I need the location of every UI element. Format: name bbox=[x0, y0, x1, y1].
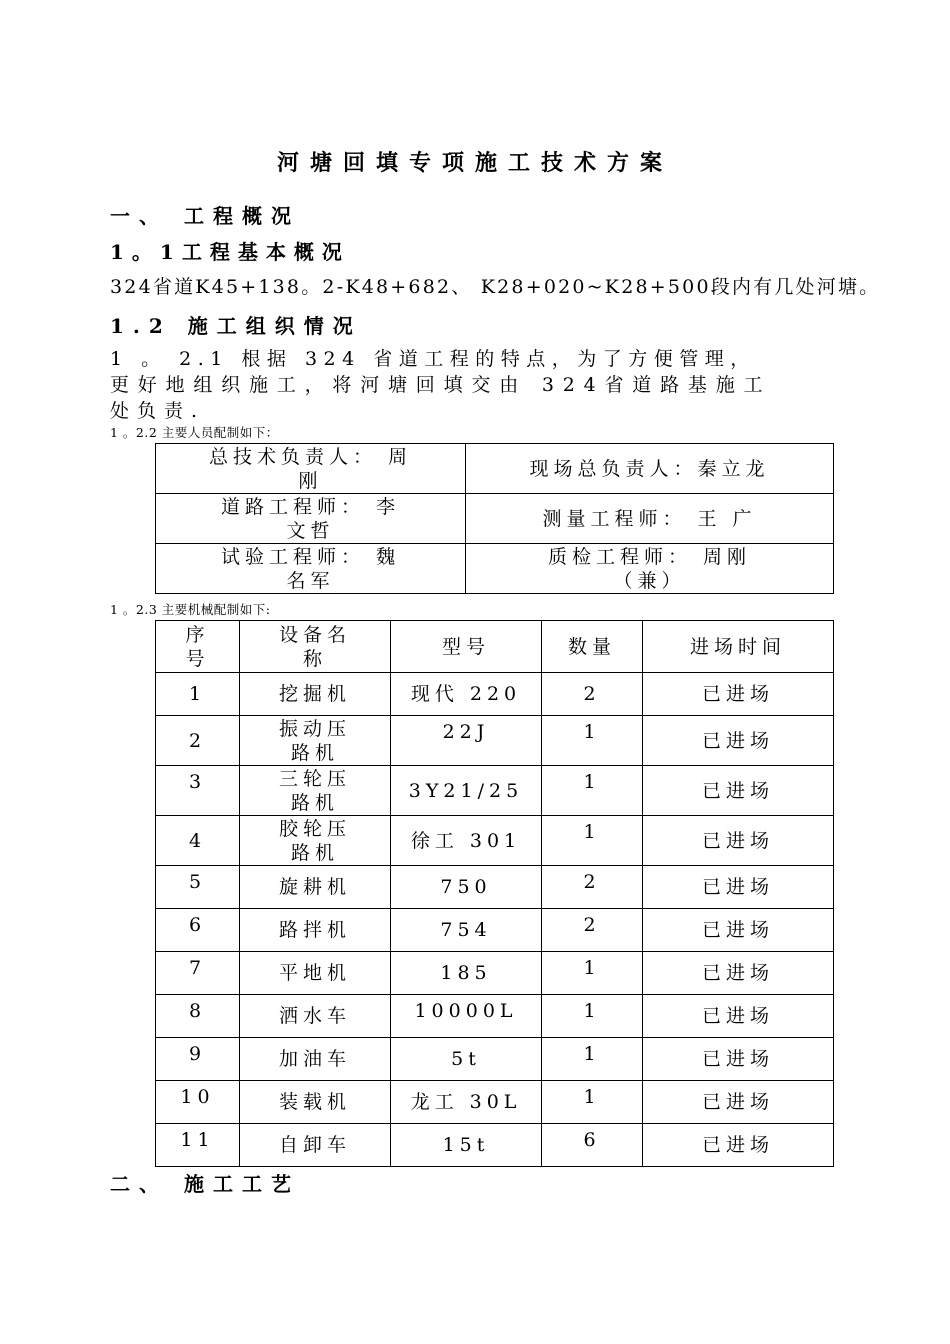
machine-qty bbox=[542, 1081, 643, 1124]
machine-name bbox=[240, 866, 391, 909]
machine-model-text: 15t bbox=[442, 1134, 490, 1156]
machine-model-text: 22J bbox=[442, 721, 490, 743]
machine-name-text: 装载机 bbox=[278, 1091, 351, 1113]
machine-no-text: 3 bbox=[188, 771, 207, 793]
machine-qty bbox=[542, 909, 643, 952]
machine-model bbox=[391, 1124, 542, 1167]
machine-time-text: 已进场 bbox=[701, 876, 774, 898]
machine-model-text: 185 bbox=[440, 962, 492, 984]
machine-time-text: 已进场 bbox=[701, 1091, 774, 1113]
organization-text-line-1: 1 。 2.1 根据 324 省道工程的特点，为了方便管理， bbox=[110, 348, 756, 370]
machine-time bbox=[643, 766, 834, 816]
machine-time bbox=[643, 952, 834, 995]
document-title: 河塘回填专项施工技术方案 bbox=[276, 150, 673, 176]
machine-name-text: 振动压 bbox=[278, 717, 351, 740]
machine-time bbox=[643, 716, 834, 766]
table-row bbox=[156, 494, 834, 544]
machine-no-text: 7 bbox=[188, 957, 207, 979]
machine-name-text: 平地机 bbox=[278, 962, 351, 984]
section-heading-basic-overview: 1。1工程基本概况 bbox=[110, 240, 350, 264]
machine-table bbox=[155, 620, 834, 1167]
table-row bbox=[156, 1038, 834, 1081]
machine-name bbox=[240, 673, 391, 716]
machine-name bbox=[240, 995, 391, 1038]
machine-time-text: 已进场 bbox=[701, 962, 774, 984]
machine-qty-text: 1 bbox=[583, 1000, 601, 1022]
machine-no bbox=[156, 716, 240, 766]
machine-no bbox=[156, 816, 240, 866]
machine-time bbox=[643, 1124, 834, 1167]
machine-qty bbox=[542, 1124, 643, 1167]
machine-name-text: 路机 bbox=[290, 741, 339, 764]
organization-text-line-3: 处负责. bbox=[110, 400, 206, 422]
table-row bbox=[156, 544, 834, 594]
machine-qty-text: 2 bbox=[583, 683, 601, 705]
machine-qty-text: 6 bbox=[583, 1129, 601, 1151]
table-row bbox=[156, 766, 834, 816]
machine-model bbox=[391, 673, 542, 716]
table-row bbox=[156, 444, 834, 494]
organization-text-line-2: 更好地组织施工，将河塘回填交由 324省道路基施工 bbox=[110, 374, 772, 396]
machine-time bbox=[643, 673, 834, 716]
machine-model bbox=[391, 995, 542, 1038]
basic-overview-text: 324省道K45+138。2-K48+682、 K28+020~K28+500段内有几处河塘。 bbox=[110, 276, 881, 298]
machine-qty-text: 1 bbox=[583, 1086, 601, 1108]
machine-no bbox=[156, 673, 240, 716]
machine-time bbox=[643, 909, 834, 952]
staff-caption: 1 。2.2 主要人员配制如下： bbox=[110, 425, 279, 440]
machine-model-text: 754 bbox=[440, 919, 492, 941]
staff-cell: 总技术负责人： 周 刚 bbox=[156, 444, 466, 494]
machine-no-text: 6 bbox=[188, 914, 207, 936]
table-row bbox=[156, 716, 834, 766]
machine-qty bbox=[542, 673, 643, 716]
machine-qty-text: 2 bbox=[583, 871, 601, 893]
machine-model bbox=[391, 716, 542, 766]
machine-time-text: 已进场 bbox=[701, 919, 774, 941]
machine-model-text: 龙工 30L bbox=[410, 1091, 522, 1113]
machine-name-text: 挖掘机 bbox=[278, 683, 351, 705]
machine-model bbox=[391, 816, 542, 866]
machine-no-text: 8 bbox=[188, 1000, 207, 1022]
section-heading-overview: 一、 工程概况 bbox=[110, 204, 300, 228]
machine-name-text: 路拌机 bbox=[278, 919, 351, 941]
machine-qty bbox=[542, 716, 643, 766]
machine-qty-text: 1 bbox=[583, 821, 601, 843]
staff-cell: 现场总负责人：秦立龙 bbox=[466, 444, 834, 494]
machine-no bbox=[156, 909, 240, 952]
machine-model bbox=[391, 1081, 542, 1124]
staff-cell: 试验工程师： 魏 名军 bbox=[156, 544, 466, 594]
machine-qty bbox=[542, 816, 643, 866]
table-row bbox=[156, 952, 834, 995]
header-model: 型号 bbox=[391, 621, 542, 673]
machine-name bbox=[240, 1038, 391, 1081]
table-row bbox=[156, 995, 834, 1038]
table-row bbox=[156, 909, 834, 952]
machine-qty-text: 1 bbox=[583, 771, 601, 793]
machine-name-text: 自卸车 bbox=[278, 1134, 351, 1156]
staff-cell: 测量工程师： 王 广 bbox=[466, 494, 834, 544]
header-no: 序 号 bbox=[156, 621, 240, 673]
machine-name bbox=[240, 909, 391, 952]
machine-name bbox=[240, 716, 391, 766]
machine-model-text: 现代 220 bbox=[410, 683, 522, 705]
table-row bbox=[156, 1081, 834, 1124]
machine-no-text: 4 bbox=[188, 829, 207, 852]
machine-time-text: 已进场 bbox=[701, 683, 774, 705]
machine-no bbox=[156, 952, 240, 995]
machine-no-text: 10 bbox=[180, 1086, 215, 1108]
machine-model bbox=[391, 766, 542, 816]
machine-model-text: 3Y21/25 bbox=[408, 779, 524, 802]
machine-time-text: 已进场 bbox=[701, 829, 774, 852]
machine-time-text: 已进场 bbox=[701, 1134, 774, 1156]
machine-caption: 1 。2.3 主要机械配制如下: bbox=[110, 602, 271, 617]
machine-model-text: 5t bbox=[451, 1048, 481, 1070]
header-qty: 数量 bbox=[542, 621, 643, 673]
machine-name-text: 三轮压 bbox=[278, 767, 351, 790]
header-name: 设备名 称 bbox=[240, 621, 391, 673]
machine-no-text: 11 bbox=[180, 1129, 215, 1151]
machine-qty-text: 1 bbox=[583, 1043, 601, 1065]
table-row bbox=[156, 1124, 834, 1167]
machine-time bbox=[643, 866, 834, 909]
machine-no bbox=[156, 995, 240, 1038]
machine-name-text: 加油车 bbox=[278, 1048, 351, 1070]
machine-no bbox=[156, 1038, 240, 1081]
machine-name bbox=[240, 766, 391, 816]
machine-time-text: 已进场 bbox=[701, 779, 774, 802]
machine-time bbox=[643, 995, 834, 1038]
machine-name-text: 路机 bbox=[290, 791, 339, 814]
machine-qty bbox=[542, 1038, 643, 1081]
machine-no-text: 9 bbox=[188, 1043, 207, 1065]
machine-no bbox=[156, 866, 240, 909]
machine-name-text: 旋耕机 bbox=[278, 876, 351, 898]
section-heading-process: 二、 施工工艺 bbox=[110, 1172, 300, 1196]
machine-name bbox=[240, 1081, 391, 1124]
section-heading-organization: 1.2 施工组织情况 bbox=[110, 314, 362, 338]
machine-time bbox=[643, 816, 834, 866]
machine-time-text: 已进场 bbox=[701, 1048, 774, 1070]
table-row bbox=[156, 866, 834, 909]
machine-model bbox=[391, 952, 542, 995]
table-header-row bbox=[156, 621, 834, 673]
machine-name bbox=[240, 1124, 391, 1167]
table-row bbox=[156, 673, 834, 716]
machine-name-text: 洒水车 bbox=[278, 1005, 351, 1027]
machine-name bbox=[240, 816, 391, 866]
machine-qty bbox=[542, 766, 643, 816]
machine-no bbox=[156, 1081, 240, 1124]
machine-time bbox=[643, 1081, 834, 1124]
machine-no-text: 2 bbox=[188, 729, 207, 752]
machine-name-text: 路机 bbox=[290, 841, 339, 864]
machine-model bbox=[391, 909, 542, 952]
machine-name bbox=[240, 952, 391, 995]
machine-qty-text: 1 bbox=[583, 957, 601, 979]
machine-model bbox=[391, 1038, 542, 1081]
machine-name-text: 胶轮压 bbox=[278, 817, 351, 840]
machine-no bbox=[156, 1124, 240, 1167]
staff-table bbox=[155, 443, 834, 594]
staff-cell: 质检工程师： 周刚 （兼） bbox=[466, 544, 834, 594]
machine-qty-text: 1 bbox=[583, 721, 601, 743]
machine-qty bbox=[542, 866, 643, 909]
machine-qty-text: 2 bbox=[583, 914, 601, 936]
machine-model-text: 750 bbox=[440, 876, 492, 898]
machine-model-text: 10000L bbox=[414, 1000, 518, 1022]
machine-time bbox=[643, 1038, 834, 1081]
header-time: 进场时间 bbox=[643, 621, 834, 673]
table-row bbox=[156, 816, 834, 866]
machine-time-text: 已进场 bbox=[701, 729, 774, 752]
machine-no-text: 5 bbox=[188, 871, 207, 893]
machine-no bbox=[156, 766, 240, 816]
machine-no-text: 1 bbox=[188, 683, 207, 705]
staff-cell: 道路工程师： 李 文哲 bbox=[156, 494, 466, 544]
machine-model-text: 徐工 301 bbox=[410, 829, 522, 852]
machine-time-text: 已进场 bbox=[701, 1005, 774, 1027]
machine-model bbox=[391, 866, 542, 909]
machine-qty bbox=[542, 952, 643, 995]
machine-qty bbox=[542, 995, 643, 1038]
